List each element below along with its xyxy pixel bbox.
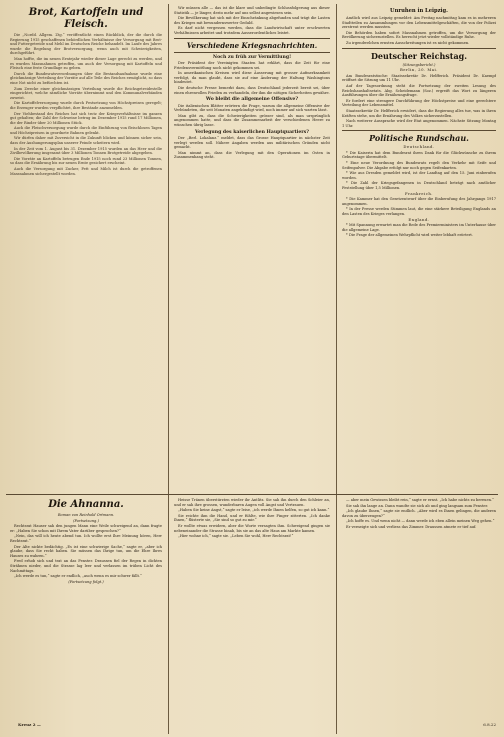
page-footer-marker: Kreuz 2 — — [18, 722, 41, 727]
reichstag-dateline: Berlin, 20. Mai. — [400, 67, 438, 73]
paragraph: Auf der Tagesordnung steht die Fortsetzung der zweiten Lesung des Reichshaushaltsetats. Abg. Scheidemann (Soz.) ergreift das Wort zu längeren Ausführungen über die Ernährungsfrage. — [342, 83, 496, 98]
paragraph: „Ich glaube Ihnen,“ sagte sie endlich. „Aber wird es Ihnen gelingen, die anderen davon zu überzeugen?“ — [342, 509, 496, 518]
paragraph: Der Alte nickte bedächtig. „Es ist eine schwierige Sache,“ sagte er, „aber ich glaube, dass Sie recht haben. Sie müssen das Ihrige tun, um die Ehre Ihres Hauses zu wahren.“ — [10, 544, 162, 558]
paragraph: Staatssekretär Dr. Helfferich erwidert, dass die Regierung alles tue, was in ihren Kräften stehe, um die Ernährung des Volkes sicherzustellen. — [342, 108, 496, 118]
paragraph: „Hier wohne ich,“ sagte sie. „Leben Sie wohl, Herr Rechtsrat!“ — [178, 534, 294, 539]
section-kriegsnachrichten: Verschiedene Kriegsnachrichten. — [186, 40, 318, 50]
paragraph: Man nimmt an, dass die Verlegung mit den Operationen im Osten in Zusammenhang steht. — [174, 150, 330, 160]
paragraph: * Die Frage der allgemeinen Wehrpflicht wird weiter lebhaft erörtert. — [346, 233, 473, 238]
section-rule — [342, 48, 496, 49]
serial-left — [10, 498, 162, 718]
serial-continued: (Fortsetzung folgt.) — [68, 579, 104, 584]
paragraph: Der Viehbestand des Reiches hat sich trotz der Kriegsverhältnisse im ganzen gut gehalten; die Zahl der Schweine betrug im Dezember 1915 rund 17 Millionen, die der Rinder über 20 Millionen Stück. — [10, 111, 162, 125]
serial-subtitle: Roman von Reinhold Ortmann. — [57, 513, 115, 517]
paragraph: Rechtsrat Hauser sah den jungen Mann eine Weile schweigend an, dann fragte er: „Haben Sie schon mit Ihrem Vater darüber gesprochen?“ — [10, 524, 162, 533]
news-title-hauptquartier: Verlegung des kaiserlichen Hauptquartiers? — [195, 129, 309, 135]
headline-brot: Brot, Kartoffeln und Fleisch. — [28, 7, 144, 30]
news-title-vermittlung: Noch zu früh zur Vermittlung! — [212, 54, 292, 60]
paragraph: Er fordert eine strengere Durchführung der Höchstpreise und eine gerechtere Verteilung der Lebensmittel. — [342, 98, 496, 108]
paragraph: Am Bundesratstische: Staatssekretär Dr. Helfferich. Präsident Dr. Kaempf eröffnet die Sitzung um 11 Uhr. — [342, 73, 496, 83]
paragraph: * Wie aus Dresden gemeldet wird, ist der Landtag auf den 15. Juni einberufen worden. — [342, 171, 496, 180]
serial-note: (Fortsetzung.) — [73, 518, 99, 523]
paragraph: Auch die Versorgung mit Zucker, Fett und Milch ist durch die getroffenen Massnahmen sichergestellt worden. — [10, 167, 162, 176]
column-right — [342, 6, 496, 492]
paragraph: — aber mein Gewissen bleibt rein,“ sagte er ernst. „Ich habe nichts zu bereuen.“ — [346, 498, 494, 502]
column-middle — [174, 6, 330, 492]
paragraph: In amerikanischen Kreisen wird diese Äusserung mit grosser Aufmerksamkeit verfolgt, da man glaubt, dass sie auf eine Änderung der Haltung Washingtons hindeutet. — [174, 71, 330, 85]
paragraph: * Die Zahl der Kriegsgefangenen in Deutschland beträgt nach amtlicher Feststellung über 1,5 Millionen. — [342, 181, 496, 191]
paragraph: Die italienischen Blätter erörtern die Frage, warum die allgemeine Offensive der Verbündeten, die seit Monaten angekündigt wird, noch immer auf sich warten lässt. — [174, 103, 330, 113]
section-rule — [174, 38, 330, 39]
paragraph: Sie reichte ihm die Hand, und er fühlte, wie ihre Finger zitterten. „Ich danke Ihnen,“ flüsterte sie, „Sie sind so gut zu mir.“ — [174, 513, 330, 523]
paragraph: In der Zeit vom 1. August bis 31. Dezember 1915 wurden an das Heer und die Zivilbevölkerung insgesamt über 3 Millionen Tonnen Brotgetreide abgegeben. — [10, 146, 162, 156]
serial-right — [342, 498, 496, 718]
paragraph: Die Behörden haben sofort Massnahmen getroffen, um die Versorgung der Bevölkerung sicherzustellen. Es herrscht jetzt wieder vollständige Ruhe. — [342, 30, 496, 40]
article-brot — [10, 33, 162, 176]
section-rule — [342, 130, 496, 131]
page-corner-note: 6.8.22 — [483, 722, 496, 727]
paragraph: * Die Kaiserin hat dem Bundesrat ihren Dank für die Glückwünsche zu ihrem Geburtstage übermittelt. — [342, 150, 496, 160]
paragraph: Die Bevölkerung hat sich mit der Einschränkung abgefunden und trägt die Lasten des Krieges mit bewundernswerter Geduld. — [174, 16, 330, 25]
paragraph: Auch die Fleischversorgung wurde durch die Einführung von fleischlosen Tagen und Höchstpreisen in geordnete Bahnen gelenkt. — [10, 126, 162, 135]
serial-title: Die Ahnanna. — [48, 499, 124, 510]
paragraph: Durch die Bundesratsverordnungen über die Bestandsaufnahme wurde eine gleichmässige Verteilung der Vorräte auf alle Teile des Reiches ermöglicht, so dass eine Not nicht zu befürchten ist. — [10, 71, 162, 85]
paragraph: Er verneigte sich und verliess das Zimmer. Draussen atmete er tief auf. — [346, 524, 477, 529]
headline-politik: Politische Rundschau. — [369, 133, 469, 144]
reichstag-subtitle: (Sitzungsbericht.) — [402, 62, 436, 67]
paragraph: „Ich werde es tun,“ sagte er endlich, „auch wenn es mir schwer fällt.“ — [14, 574, 142, 579]
paragraph: „Haben Sie keine Angst,“ sagte er leise, „ich werde Ihnen helfen, so gut ich kann.“ — [178, 508, 330, 513]
politik-frankreich: Frankreich. — [404, 190, 433, 196]
paragraph: Die „Nordd. Allgem. Ztg.“ veröffentlicht einen Rückblick, der die durch die Regierung 1915 geschaffenen behördlichen Verhältnisse der Versorgung mit Brot- und Futtergetreide und Mehl im Deutschen Reiche behandelt. Im Laufe des Jahres wurde die Regelung der Brotversorgung, wenn auch mit Schwierigkeiten, durchgeführt. — [10, 33, 162, 56]
paragraph: * In der Presse werden Stimmen laut, die eine stärkere Beteiligung Englands an den Lasten des Krieges verlangen. — [342, 207, 496, 216]
paragraph: * Mit Spannung erwartet man die Rede des Premierministers im Unterhause über die allgemeine Lage. — [342, 223, 496, 232]
paragraph: Er wollte etwas erwidern, aber die Worte versagten ihm. Schweigend gingen sie nebeneinander die Strasse hinab, bis sie an das alte Haus am Markte kamen. — [174, 523, 330, 533]
paragraph: Wir dürfen daher mit Zuversicht in die Zukunft blicken und können sicher sein, dass der Aushungerungsplan unserer Feinde scheitern wird. — [10, 136, 162, 146]
paragraph: Man gibt zu, dass die Schwierigkeiten grösser sind, als man ursprünglich angenommen hatte, und dass die Zusammenarbeit der verschiedenen Heere zu wünschen übrig lasse. — [174, 113, 330, 127]
politik-deutschland: Deutschland. — [403, 144, 435, 150]
column-divider — [168, 4, 169, 734]
column-divider — [336, 4, 337, 734]
paragraph: Zum Zwecke einer gleichmässigen Verteilung wurde die Reichsgetreidestelle eingerichtet, welche sämtliche Vorräte übernimmt und den Kommunalverbänden zuweist. — [10, 86, 162, 100]
paragraph: Der Präsident der Vereinigten Staaten hat erklärt, dass die Zeit für eine Friedensvermittlung noch nicht gekommen sei. — [174, 60, 330, 70]
paragraph: Es darf nicht vergessen werden, dass die Landwirtschaft unter erschwerten Verhältnissen arbeitet und trotzdem Ausserordentliches leistet. — [174, 26, 330, 35]
paragraph: Die deutsche Presse bemerkt dazu, dass Deutschland jederzeit bereit sei, über einen ehrenvollen Frieden zu verhandeln, der ihm die nötigen Sicherheiten gewähre. — [174, 85, 330, 95]
headline-leipzig: Unruhen in Leipzig. — [390, 8, 448, 14]
serial-divider — [6, 494, 498, 495]
paragraph: „Nein, das will ich heute abend tun. Ich wollte erst Ihre Meinung hören, Herr Rechtsrat.“ — [10, 534, 162, 543]
politik-england: England. — [408, 216, 430, 222]
paragraph: Nach weiterer Aussprache wird der Etat angenommen. Nächste Sitzung Montag 1 Uhr. — [342, 119, 496, 128]
paragraph: Sie sah ihn lange an. Dann wandte sie sich ab und ging langsam zum Fenster. — [346, 503, 488, 508]
paragraph: Amtlich wird aus Leipzig gemeldet: Am Freitag nachmittag kam es in mehreren Stadtteilen zu Ansammlungen vor den Lebensmittelgeschäften, die von der Polizei zerstreut werden mussten. — [342, 16, 496, 30]
paragraph: Der „Berl. Lokalanz.“ meldet, dass das Grosse Hauptquartier in nächster Zeit verlegt werden soll. Nähere Angaben werden aus militärischen Gründen nicht gemacht. — [174, 135, 330, 150]
paragraph: Die Vorräte an Kartoffeln betrugen Ende 1915 noch rund 23 Millionen Tonnen, so dass die Ernährung bis zur neuen Ernte gesichert erscheint. — [10, 156, 162, 166]
news-title-offensive: Wo bleibt die allgemeine Offensive? — [205, 97, 299, 103]
section-rule — [174, 52, 330, 53]
paragraph: Fred erhob sich und trat an das Fenster. Draussen fiel der Regen in dichten Strähnen nieder, und die Strasse lag leer und verlassen im trüben Licht des Nachmittags. — [10, 559, 162, 573]
paragraph: Zu irgendwelchen ernsten Ausschreitungen ist es nicht gekommen. — [346, 40, 470, 45]
paragraph: * Die Kammer hat den Gesetzentwurf über die Einberufung des Jahrgangs 1917 angenommen. — [342, 197, 496, 206]
headline-reichstag: Deutscher Reichstag. — [370, 50, 468, 61]
paragraph: Man hoffte, die im neuen Erntejahr wieder dieser Lage gerecht zu werden, und es wurden Massnahmen getroffen, um auch der Versorgung mit Kartoffeln und Fleisch eine feste Grundlage zu geben. — [10, 56, 162, 71]
paragraph: Die Kartoffelversorgung wurde durch Festsetzung von Höchstpreisen geregelt; die Erzeuger wurden verpflichtet, ihre Bestände anzumelden. — [10, 101, 162, 110]
paragraph: * Eine neue Verordnung des Bundesrats regelt den Verkehr mit Seife und Seifenpulver. Die Abgabe erfolgt nur noch gegen Seifenkarten. — [342, 161, 496, 170]
paragraph: Wir müssen alle — das ist die klare und unbedingte Schlussfolgerung aus dieser Statistik — je länger, desto mehr auf uns selbst angewiesen sein. — [174, 6, 330, 15]
serial-middle — [174, 498, 330, 718]
paragraph: Heisse Tränen überstürzten wieder ihr Antlitz. Sie sah ihn durch den Schleier an, und er sah ihre grossen, wunderbaren Augen voll Angst und Vertrauen. — [174, 498, 330, 507]
paragraph: „Ich hoffe es. Und wenn nicht — dann werde ich eben allein meinen Weg gehen.“ — [346, 519, 495, 524]
